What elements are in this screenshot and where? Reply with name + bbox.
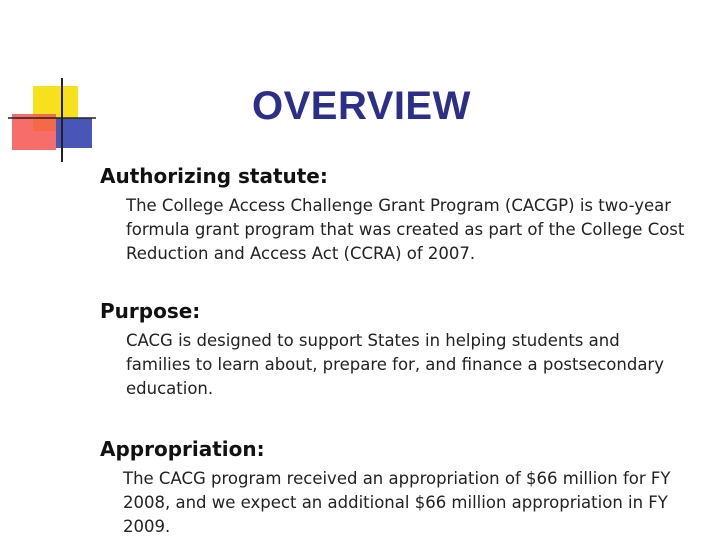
slide-title: OVERVIEW (252, 84, 471, 128)
section-heading: Appropriation: (100, 437, 265, 461)
section-authorizing-statute (100, 164, 700, 266)
section-body: CACG is designed to support States in helping students and families to learn about, prepare for, and finance a postsecondary education. (126, 331, 664, 398)
section-heading: Authorizing statute: (100, 164, 328, 188)
red-square (12, 114, 56, 150)
section-body: The CACG program received an appropriation of $66 million for FY 2008, and we expect an additional $66 million appropriation in FY 2009. (123, 469, 671, 536)
section-body: The College Access Challenge Grant Program (CACGP) is two-year formula grant program that was created as part of the College Cost Reduction and Access Act (CCRA) of 2007. (126, 196, 685, 263)
section-heading: Purpose: (100, 299, 201, 323)
section-purpose (100, 299, 700, 401)
decorative-corner-graphic (0, 0, 120, 170)
section-appropriation (100, 437, 700, 539)
